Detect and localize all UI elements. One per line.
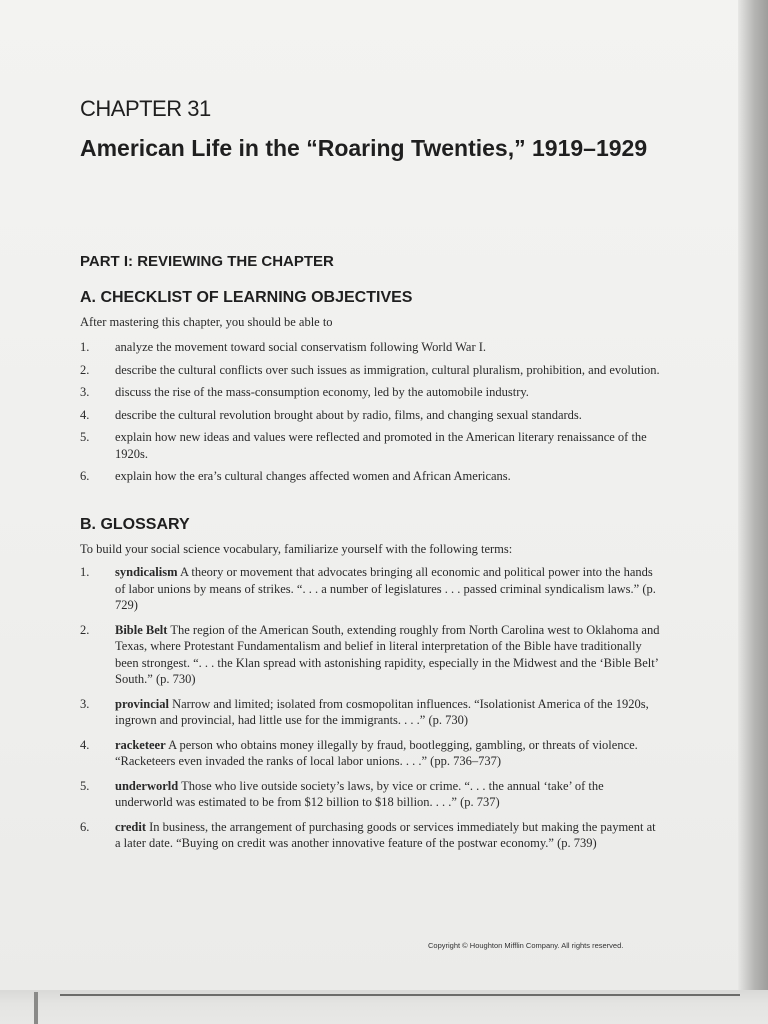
section-a-heading: A. CHECKLIST OF LEARNING OBJECTIVES — [80, 289, 413, 306]
item-number: 1. — [80, 340, 90, 354]
item-text: explain how new ideas and values were reflected and promoted in the American literary renaissance of the 1920s. — [115, 430, 647, 461]
item-text: explain how the era’s cultural changes affected women and African Americans. — [115, 469, 511, 483]
list-item — [80, 384, 660, 401]
item-number: 1. — [80, 565, 90, 579]
item-number: 5. — [80, 430, 90, 444]
glossary-definition: In business, the arrangement of purchasing goods or services immediately but making the payment at a later date. “Buying on credit was another innovative feature of the postwar economy.” (p. 739) — [115, 819, 656, 850]
objectives-list — [80, 339, 660, 485]
item-text: describe the cultural revolution brought about by radio, films, and changing sexual standards. — [115, 407, 582, 422]
copyright-notice: Copyright © Houghton Mifflin Company. All rights reserved. — [428, 941, 624, 950]
chapter-label: CHAPTER 31 — [80, 96, 211, 121]
glossary-entry — [80, 564, 660, 614]
item-number: 6. — [80, 819, 90, 834]
section-a-intro: After mastering this chapter, you should be able to — [80, 315, 333, 329]
item-number: 5. — [80, 778, 90, 793]
section-b-intro: To build your social science vocabulary, familiarize yourself with the following terms: — [80, 542, 513, 556]
item-number: 6. — [80, 469, 90, 483]
glossary-term: racketeer — [115, 737, 166, 752]
glossary-entry — [80, 696, 660, 729]
glossary-entry — [80, 737, 660, 770]
glossary-definition: Those who live outside society’s laws, by vice or crime. “. . . the annual ‘take’ of the underworld was estimated to be from $12 billion to $18 billion. . . .” (p. 737) — [115, 778, 604, 809]
binding-shadow — [738, 0, 768, 1024]
page-edge-tick — [34, 992, 38, 1024]
glossary-term: provincial — [115, 696, 169, 711]
glossary-term: Bible Belt — [115, 622, 168, 637]
item-number: 2. — [80, 622, 90, 637]
list-item — [80, 468, 660, 485]
chapter-title: American Life in the “Roaring Twenties,” 1919–1929 — [80, 135, 648, 161]
glossary-entry — [80, 622, 660, 688]
section-b-heading: B. GLOSSARY — [80, 516, 190, 533]
page-edge-line — [60, 994, 740, 996]
list-item — [80, 429, 660, 462]
item-number: 4. — [80, 407, 90, 422]
item-text: analyze the movement toward social conservatism following World War I. — [115, 340, 487, 354]
glossary-entry — [80, 778, 660, 811]
glossary-term: credit — [115, 819, 147, 834]
item-number: 4. — [80, 737, 90, 752]
list-item — [80, 362, 660, 379]
glossary-term: underworld — [115, 778, 179, 793]
glossary-definition: Narrow and limited; isolated from cosmopolitan influences. “Isolationist America of the 1920s, ingrown and provincial, had little use for the immigrants. . . .” (p. 730) — [115, 696, 649, 727]
glossary-list — [80, 564, 660, 852]
glossary-definition: A theory or movement that advocates bringing all economic and political power into the hands of labor unions by means of strikes. “. . . a number of legislatures . . . passed criminal syndicalism laws.” (p. 729) — [115, 565, 656, 612]
item-number: 3. — [80, 696, 90, 711]
item-text: discuss the rise of the mass-consumption economy, led by the automobile industry. — [115, 385, 529, 399]
glossary-term: syndicalism — [115, 565, 178, 579]
item-text: describe the cultural conflicts over such issues as immigration, cultural pluralism, prohibition, and evolution. — [115, 362, 660, 377]
glossary-definition: A person who obtains money illegally by fraud, bootlegging, gambling, or threats of violence. “Racketeers even invaded the ranks of local labor unions. . . .” (pp. 736–737) — [115, 737, 638, 768]
list-item — [80, 339, 660, 356]
part-heading: PART I: REVIEWING THE CHAPTER — [80, 253, 334, 270]
glossary-entry — [80, 819, 660, 852]
list-item — [80, 407, 660, 424]
item-number: 3. — [80, 385, 90, 399]
glossary-definition: The region of the American South, extending roughly from North Carolina west to Oklahoma and Texas, where Protestant Fundamentalism and belief in literal interpretation of the Bible have traditionally been strongest. “. . . the Klan spread with astonishing rapidity, especially in the Midwest and the ‘Bible Belt’ South.” (p. 730) — [115, 622, 660, 686]
item-number: 2. — [80, 362, 90, 377]
